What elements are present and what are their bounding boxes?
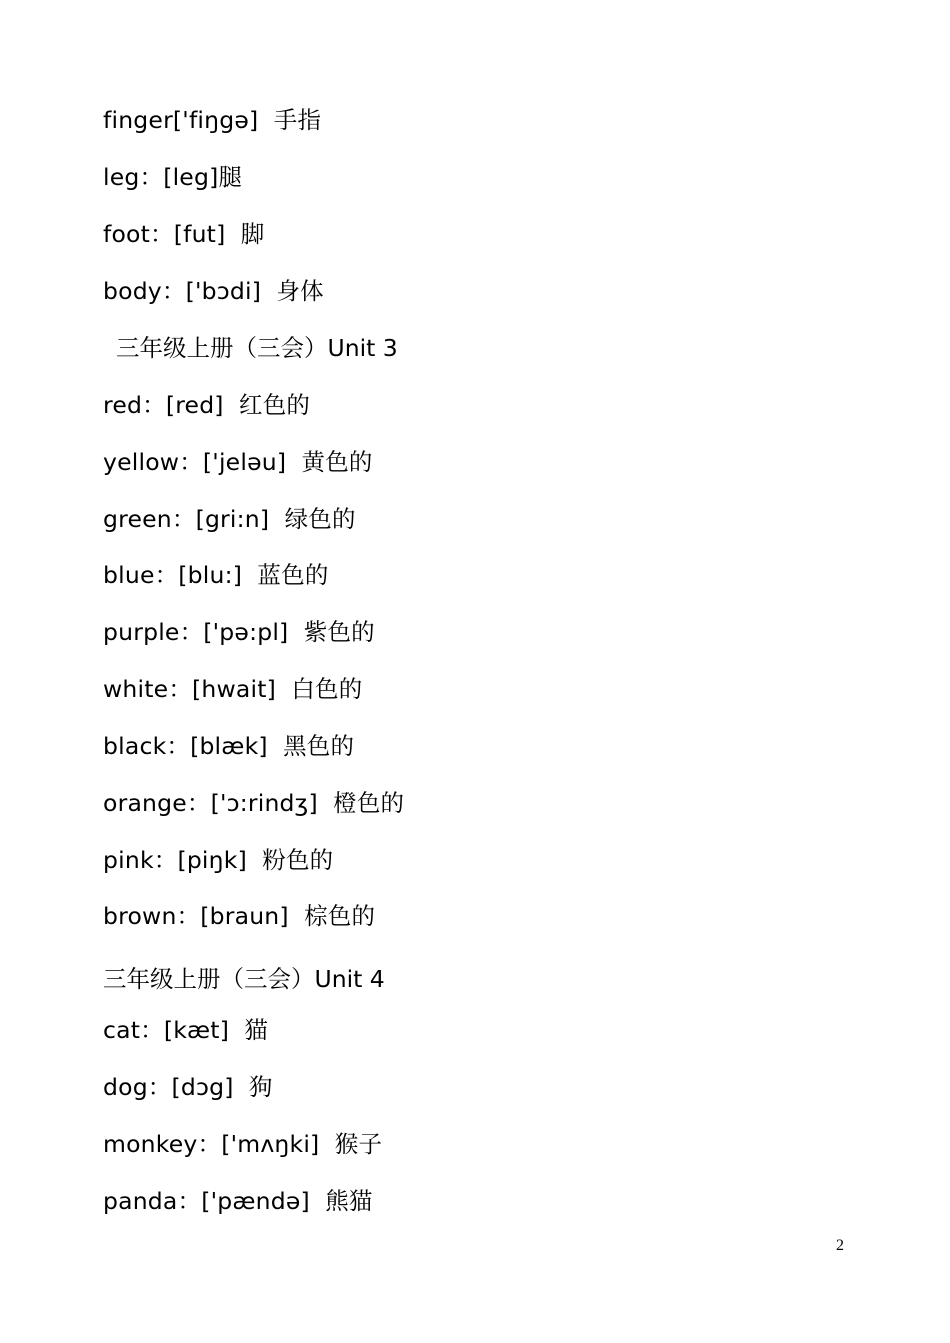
- vocab-entry-purple: purple：['pə:pl] 紫色的: [103, 618, 375, 646]
- vocab-entry-yellow: yellow：['jeləu] 黄色的: [103, 448, 373, 476]
- page-number: 2: [836, 1237, 844, 1254]
- vocab-entry-cat: cat：[kæt] 猫: [103, 1016, 269, 1044]
- vocab-entry-finger: finger['fiŋgə] 手指: [103, 106, 322, 134]
- vocab-entry-blue: blue：[blu:] 蓝色的: [103, 561, 329, 589]
- vocab-entry-brown: brown：[braun] 棕色的: [103, 902, 376, 930]
- vocab-entry-leg: leg：[leg]腿: [103, 163, 243, 191]
- vocab-entry-green: green：[gri:n] 绿色的: [103, 505, 356, 533]
- vocab-entry-black: black：[blæk] 黑色的: [103, 732, 355, 760]
- vocab-entry-monkey: monkey：['mʌŋki] 猴子: [103, 1130, 383, 1158]
- vocab-entry-dog: dog：[dɔg] 狗: [103, 1073, 273, 1101]
- vocab-entry-orange: orange：['ɔ:rindʒ] 橙色的: [103, 789, 405, 817]
- vocab-entry-foot: foot：[fut] 脚: [103, 220, 265, 248]
- unit4-heading: 三年级上册（三会）Unit 4: [103, 965, 385, 993]
- vocab-entry-red: red：[red] 红色的: [103, 391, 311, 419]
- vocab-entry-panda: panda：['pændə] 熊猫: [103, 1187, 373, 1215]
- vocab-entry-pink: pink：[piŋk] 粉色的: [103, 846, 334, 874]
- vocab-entry-white: white：[hwait] 白色的: [103, 675, 363, 703]
- vocab-entry-body: body：['bɔdi] 身体: [103, 277, 324, 305]
- unit3-heading: 三年级上册（三会）Unit 3: [116, 334, 398, 362]
